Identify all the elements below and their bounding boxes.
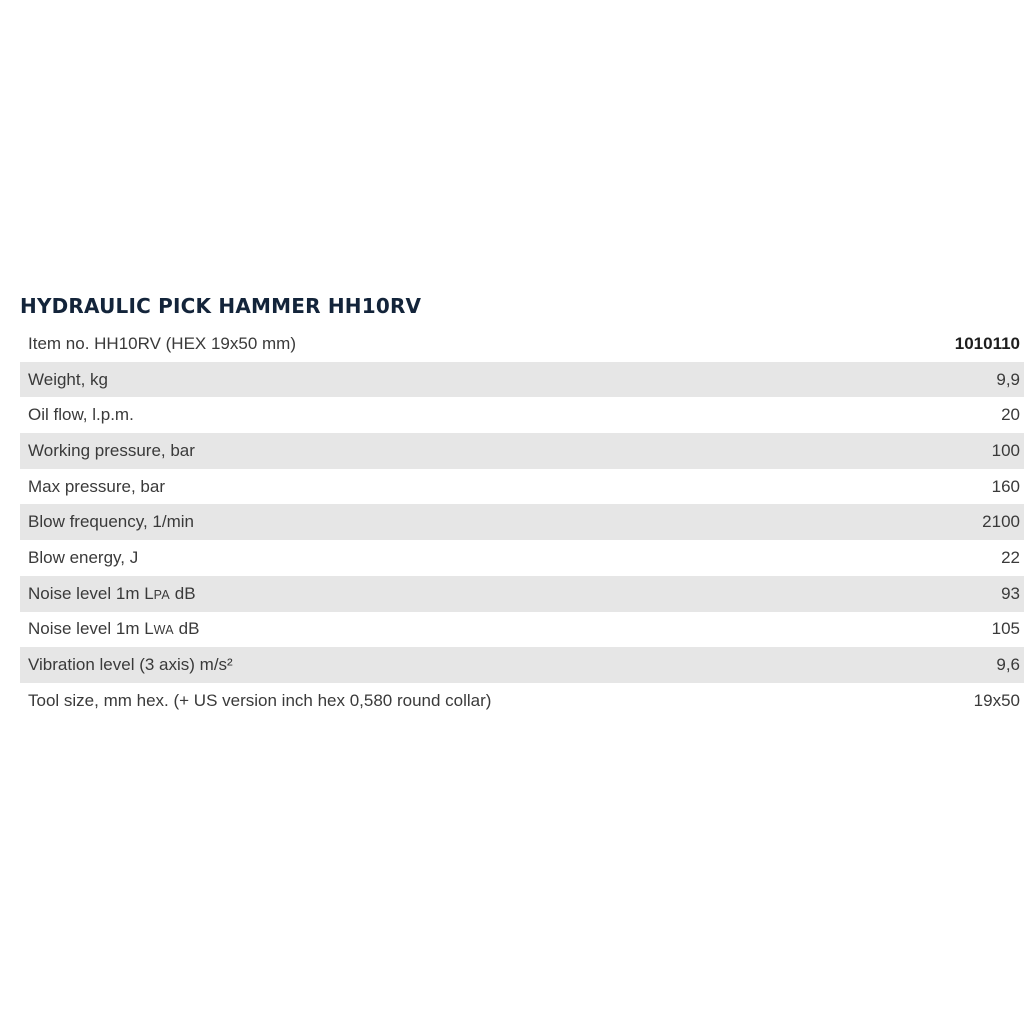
spec-label: Item no. HH10RV (HEX 19x50 mm) [28, 333, 296, 353]
spec-row-noise-lwa [20, 612, 1024, 648]
spec-row-weight [20, 362, 1024, 398]
spec-row-oil-flow [20, 397, 1024, 433]
spec-value: 19x50 [973, 690, 1020, 710]
spec-value: 105 [991, 619, 1020, 639]
spec-label-subscript: WA [153, 623, 174, 638]
spec-label-text: Noise level 1m L [28, 583, 154, 603]
spec-value: 93 [1001, 583, 1020, 603]
spec-row-max-pressure [20, 469, 1024, 505]
spec-row-vibration [20, 647, 1024, 683]
spec-label-text: Noise level 1m L [28, 619, 154, 639]
spec-label [28, 584, 196, 604]
spec-label: Oil flow, l.p.m. [28, 405, 134, 425]
spec-label-unit: dB [173, 619, 200, 639]
spec-value: 9,9 [996, 369, 1020, 389]
spec-row-tool-size [20, 683, 1024, 719]
spec-row-blow-frequency [20, 504, 1024, 540]
spec-value: 1010110 [954, 333, 1020, 353]
spec-row-working-pressure [20, 433, 1024, 469]
spec-table [20, 326, 1024, 719]
spec-sheet [20, 292, 1024, 719]
spec-row-blow-energy [20, 540, 1024, 576]
spec-value: 2100 [982, 512, 1020, 532]
spec-value: 20 [1001, 405, 1020, 425]
spec-label: Blow frequency, 1/min [28, 512, 194, 532]
spec-label: Vibration level (3 axis) m/s² [28, 655, 233, 675]
spec-value: 22 [1001, 547, 1020, 567]
spec-row-noise-lpa [20, 576, 1024, 612]
spec-label [28, 619, 199, 639]
spec-label: Working pressure, bar [28, 440, 195, 460]
spec-label: Tool size, mm hex. (+ US version inch hex 0,580 round collar) [28, 690, 492, 710]
spec-value: 100 [991, 440, 1020, 460]
spec-row-item-no [20, 326, 1024, 362]
spec-value: 9,6 [996, 655, 1020, 675]
spec-label: Weight, kg [28, 369, 109, 389]
spec-label-unit: dB [170, 583, 196, 603]
spec-value: 160 [991, 476, 1020, 496]
spec-label: Blow energy, J [28, 547, 139, 567]
spec-label: Max pressure, bar [28, 476, 165, 496]
product-title: HYDRAULIC PICK HAMMER HH10RV [20, 294, 422, 318]
spec-label-subscript: PA [153, 587, 171, 602]
